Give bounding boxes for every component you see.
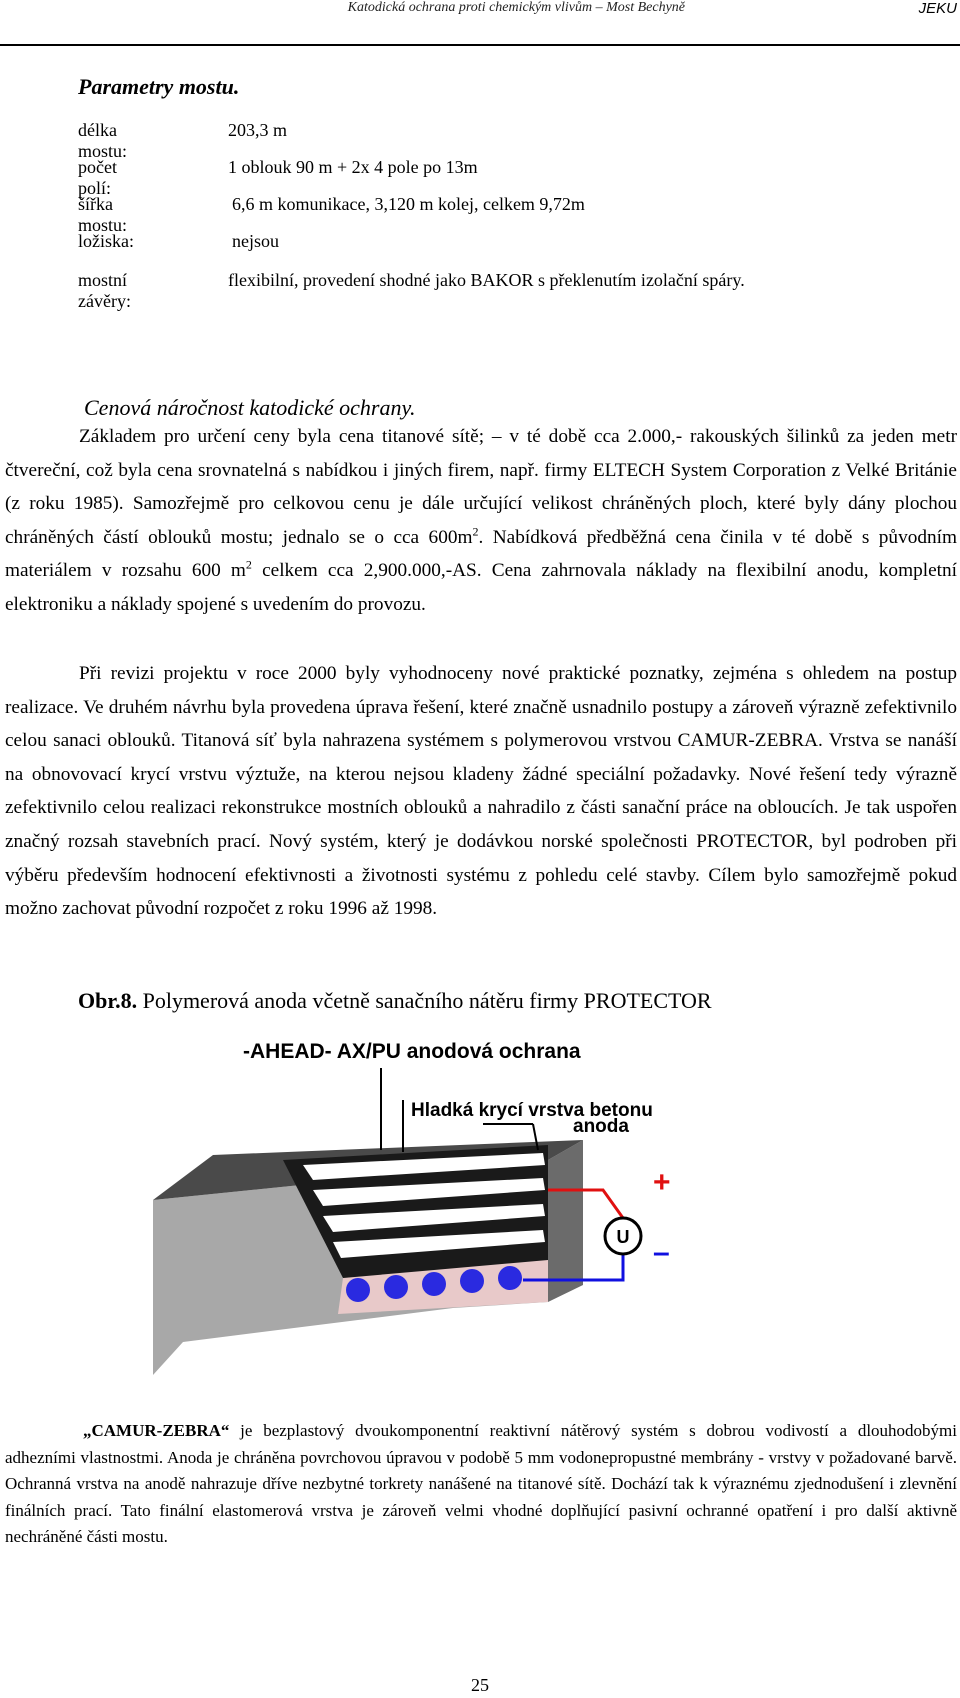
section-heading-params: Parametry mostu. bbox=[78, 74, 240, 99]
figure-caption-label: Obr.8. bbox=[78, 988, 138, 1013]
header-brand: JEKU bbox=[918, 0, 957, 17]
figure-caption-text: Polymerová anoda včetně sanačního nátěru firmy PROTECTOR bbox=[137, 988, 712, 1013]
plus-sign: + bbox=[653, 1166, 671, 1199]
voltmeter-label: U bbox=[616, 1227, 630, 1247]
param-label: mostní závěry: bbox=[78, 270, 131, 311]
note-camur-zebra bbox=[5, 1418, 957, 1551]
param-label: délka mostu: bbox=[78, 120, 128, 161]
note-bold: „CAMUR-ZEBRA“ bbox=[83, 1421, 230, 1440]
param-label: ložiska: bbox=[78, 231, 134, 251]
rebar bbox=[422, 1272, 446, 1296]
param-value: 6,6 m komunikace, 3,120 m kolej, celkem 9,72m bbox=[232, 194, 585, 214]
param-value: flexibilní, provedení shodné jako BAKOR s překlenutím izolační spáry. bbox=[228, 270, 745, 290]
rebar bbox=[384, 1275, 408, 1299]
paragraph-text: Při revizi projektu v roce 2000 byly vyhodnoceny nové praktické poznatky, zejména s ohledem na postup realizace. Ve druhém návrhu byla provedena úprava řešení, které značně usnadnilo postupy a zároveň výrazně zefektivnilo celou sanaci oblouků. Titanová síť byla nahrazena systémem s polymerovou vrstvou CAMUR-ZEBRA. Vrstva se nanáší na obnovovací krycí vrstvu výztuže, na kterou nejsou kladeny žádné speciální požadavky. Nové řešení tedy výrazně zefektivnilo celou realizaci rekonstrukce mostních oblouků a nahradilo z části sanační práce na obloucích. Je tak uspořen značný rozsah stavebních prací. Nový systém, který je dodávkou norské společnosti PROTECTOR, byl podroben při výběru především hodnocení efektivnosti a životnosti systému z pohledu celé stavby. Cílem bylo samozřejmě pokud možno zachovat původní rozpočet z roku 1996 až 1998. bbox=[5, 663, 957, 920]
page-number: 25 bbox=[471, 1675, 489, 1695]
rebar bbox=[346, 1278, 370, 1302]
figure-caption bbox=[78, 988, 712, 1014]
superscript: 2 bbox=[245, 557, 252, 572]
rebar bbox=[460, 1269, 484, 1293]
header-title: Katodická ochrana proti chemickým vlivům – Most Bechyně bbox=[347, 0, 685, 15]
page-header bbox=[0, 0, 960, 46]
block-side-face bbox=[548, 1140, 583, 1302]
label-anode: anoda bbox=[573, 1116, 629, 1137]
text-run: celkem cca 2,900.000,-AS. Cena zahrnovala náklady na flexibilní anodu, kompletní elektroniku a náklady spojené s uvedením do provozu. bbox=[5, 560, 957, 615]
rebar bbox=[498, 1266, 522, 1290]
label-slab: betonová deska bbox=[243, 1342, 380, 1362]
label-cover: Hladká krycí vrstva betonu bbox=[411, 1100, 653, 1121]
param-value: nejsou bbox=[232, 231, 279, 251]
param-value: 203,3 m bbox=[228, 120, 288, 140]
anode-diagram bbox=[153, 1040, 816, 1380]
section-heading-cost: Cenová náročnost katodické ochrany. bbox=[84, 395, 416, 420]
note-text: je bezplastový dvoukomponentní reaktivní nátěrový systém s dobrou vodivostí a dlouhodobými adhezními vlastnostmi. Anoda je chráněna povrchovou úpravou v podobě 5 mm vodonepropustné membrány - vrstvy v požadované barvě. Ochranná vrstva na anodě nahrazuje dříve nezbytné torkrety nanášené na titanové sítě. Dochází tak k výraznému zjednodušení i zlevnění finálních prací. Tato finální elastomerová vrstva je zároveň velmi vhodné doplňující pasivní ochranné opatření i pro další aktivně nechráněné části mostu. bbox=[5, 1421, 957, 1547]
param-label: šířka mostu: bbox=[78, 194, 128, 235]
param-value: 1 oblouk 90 m + 2x 4 pole po 13m bbox=[228, 157, 478, 177]
text-run: . Nabídková předběžná cena činila v té době s původním materiálem v rozsahu 600 m bbox=[5, 526, 957, 582]
param-label: počet polí: bbox=[78, 157, 117, 198]
label-rebar: chránená výztuž bbox=[455, 1309, 596, 1329]
label-title: -AHEAD- AX/PU anodová ochrana bbox=[243, 1040, 581, 1063]
minus-sign: – bbox=[653, 1236, 670, 1269]
paragraph-cost-basis bbox=[5, 420, 957, 622]
text-run: Základem pro určení ceny byla cena titanové sítě; – v té době cca 2.000,- rakouských šilinků za jeden metr čtvereční, což byla cena srovnatelná s nabídkou i jiných firem, např. firmy ELTECH System Corporation z Velké Británie (z roku 1985). Samozřejmě pro celkovou cenu je dále určující velikost chráněných ploch, které byly dány plochou chráněných částí oblouků mostu; jednalo se o cca 600m bbox=[5, 426, 957, 548]
superscript: 2 bbox=[472, 524, 479, 539]
header-rule bbox=[0, 44, 960, 46]
paragraph-revision bbox=[5, 657, 957, 926]
